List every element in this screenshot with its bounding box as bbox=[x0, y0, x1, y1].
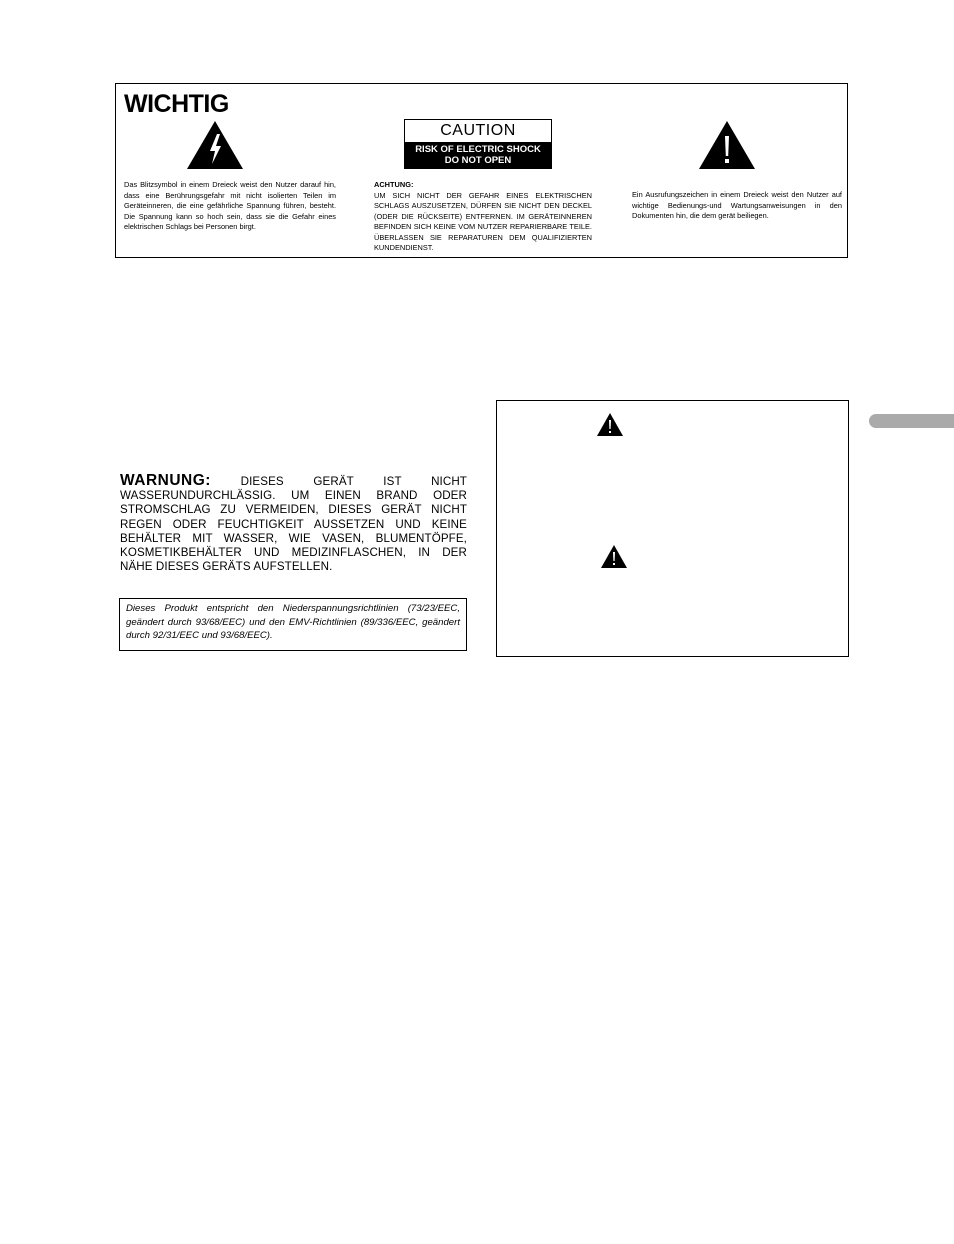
wichtig-box bbox=[115, 83, 848, 258]
exclamation-explanation: Ein Ausrufungszeichen in einem Dreieck weist den Nutzer auf wichtige Bedienungs-und Wartungsanweisungen in den Dokumenten hin, die dem gerät beiliegen. bbox=[632, 190, 842, 220]
warnung-title: WARNUNG: bbox=[120, 472, 211, 489]
caution-label bbox=[404, 119, 552, 169]
achtung-block bbox=[374, 180, 592, 254]
wichtig-title: WICHTIG bbox=[124, 90, 229, 118]
exclamation-triangle-icon bbox=[596, 412, 624, 437]
warnung-text: DIESES GERÄT IST NICHT WASSERUNDURCHLÄSSIG. UM EINEN BRAND ODER STROMSCHLAG ZU VERMEIDEN, DIESES GERÄT NICHT REGEN ODER FEUCHTIGKEIT AUSSETZEN UND KEINE BEHÄLTER MIT WASSER, WIE VASEN, BLUMENTÖPFE, KOSMETIKBEHÄLTER UND MEDIZINFLASCHEN, IN DER NÄHE DIESES GERÄTS AUFSTELLEN. bbox=[120, 475, 467, 574]
caution-info-box bbox=[496, 400, 849, 657]
directive-notice: Dieses Produkt entspricht den Niederspannungsrichtlinien (73/23/EEC, geändert durch 93/68/EEC) und den EMV-Richtlinien (89/336/EEC, geändert durch 92/31/EEC und 93/68/EEC). bbox=[119, 598, 467, 651]
exclamation-triangle-icon bbox=[698, 120, 756, 170]
warnung-block bbox=[120, 474, 467, 574]
achtung-text: UM SICH NICHT DER GEFAHR EINES ELEKTRISCHEN SCHLAGS AUSZUSETZEN, DÜRFEN SIE NICHT DEN DECKEL (ODER DIE RÜCKSEITE) ENTFERNEN. IM GERÄTEINNEREN BEFINDEN SICH KEINE VOM NUTZER REPARIERBARE TEILE. ÜBERLASSEN SIE REPARATUREN DEM QUALIFIZIERTEN KUNDENDIENST. bbox=[374, 190, 592, 252]
caution-word: CAUTION bbox=[440, 122, 516, 139]
exclamation-triangle-icon bbox=[600, 544, 628, 569]
lightning-triangle-icon bbox=[186, 120, 244, 170]
section-tab bbox=[869, 414, 954, 428]
achtung-heading: ACHTUNG: bbox=[374, 180, 414, 189]
caution-band-line-1: RISK OF ELECTRIC SHOCK bbox=[415, 144, 541, 155]
caution-band bbox=[405, 142, 551, 168]
lightning-explanation: Das Blitzsymbol in einem Dreieck weist den Nutzer darauf hin, dass eine Berührungsgefahr mit nicht isolierten Teilen im Geräteinneren, die eine gefährliche Spannung führen, besteht. Die Spannung kann so hoch sein, dass sie die Gefahr eines elektrischen Schlags bei Personen birgt. bbox=[124, 180, 336, 231]
caution-band-line-2: DO NOT OPEN bbox=[444, 155, 512, 166]
